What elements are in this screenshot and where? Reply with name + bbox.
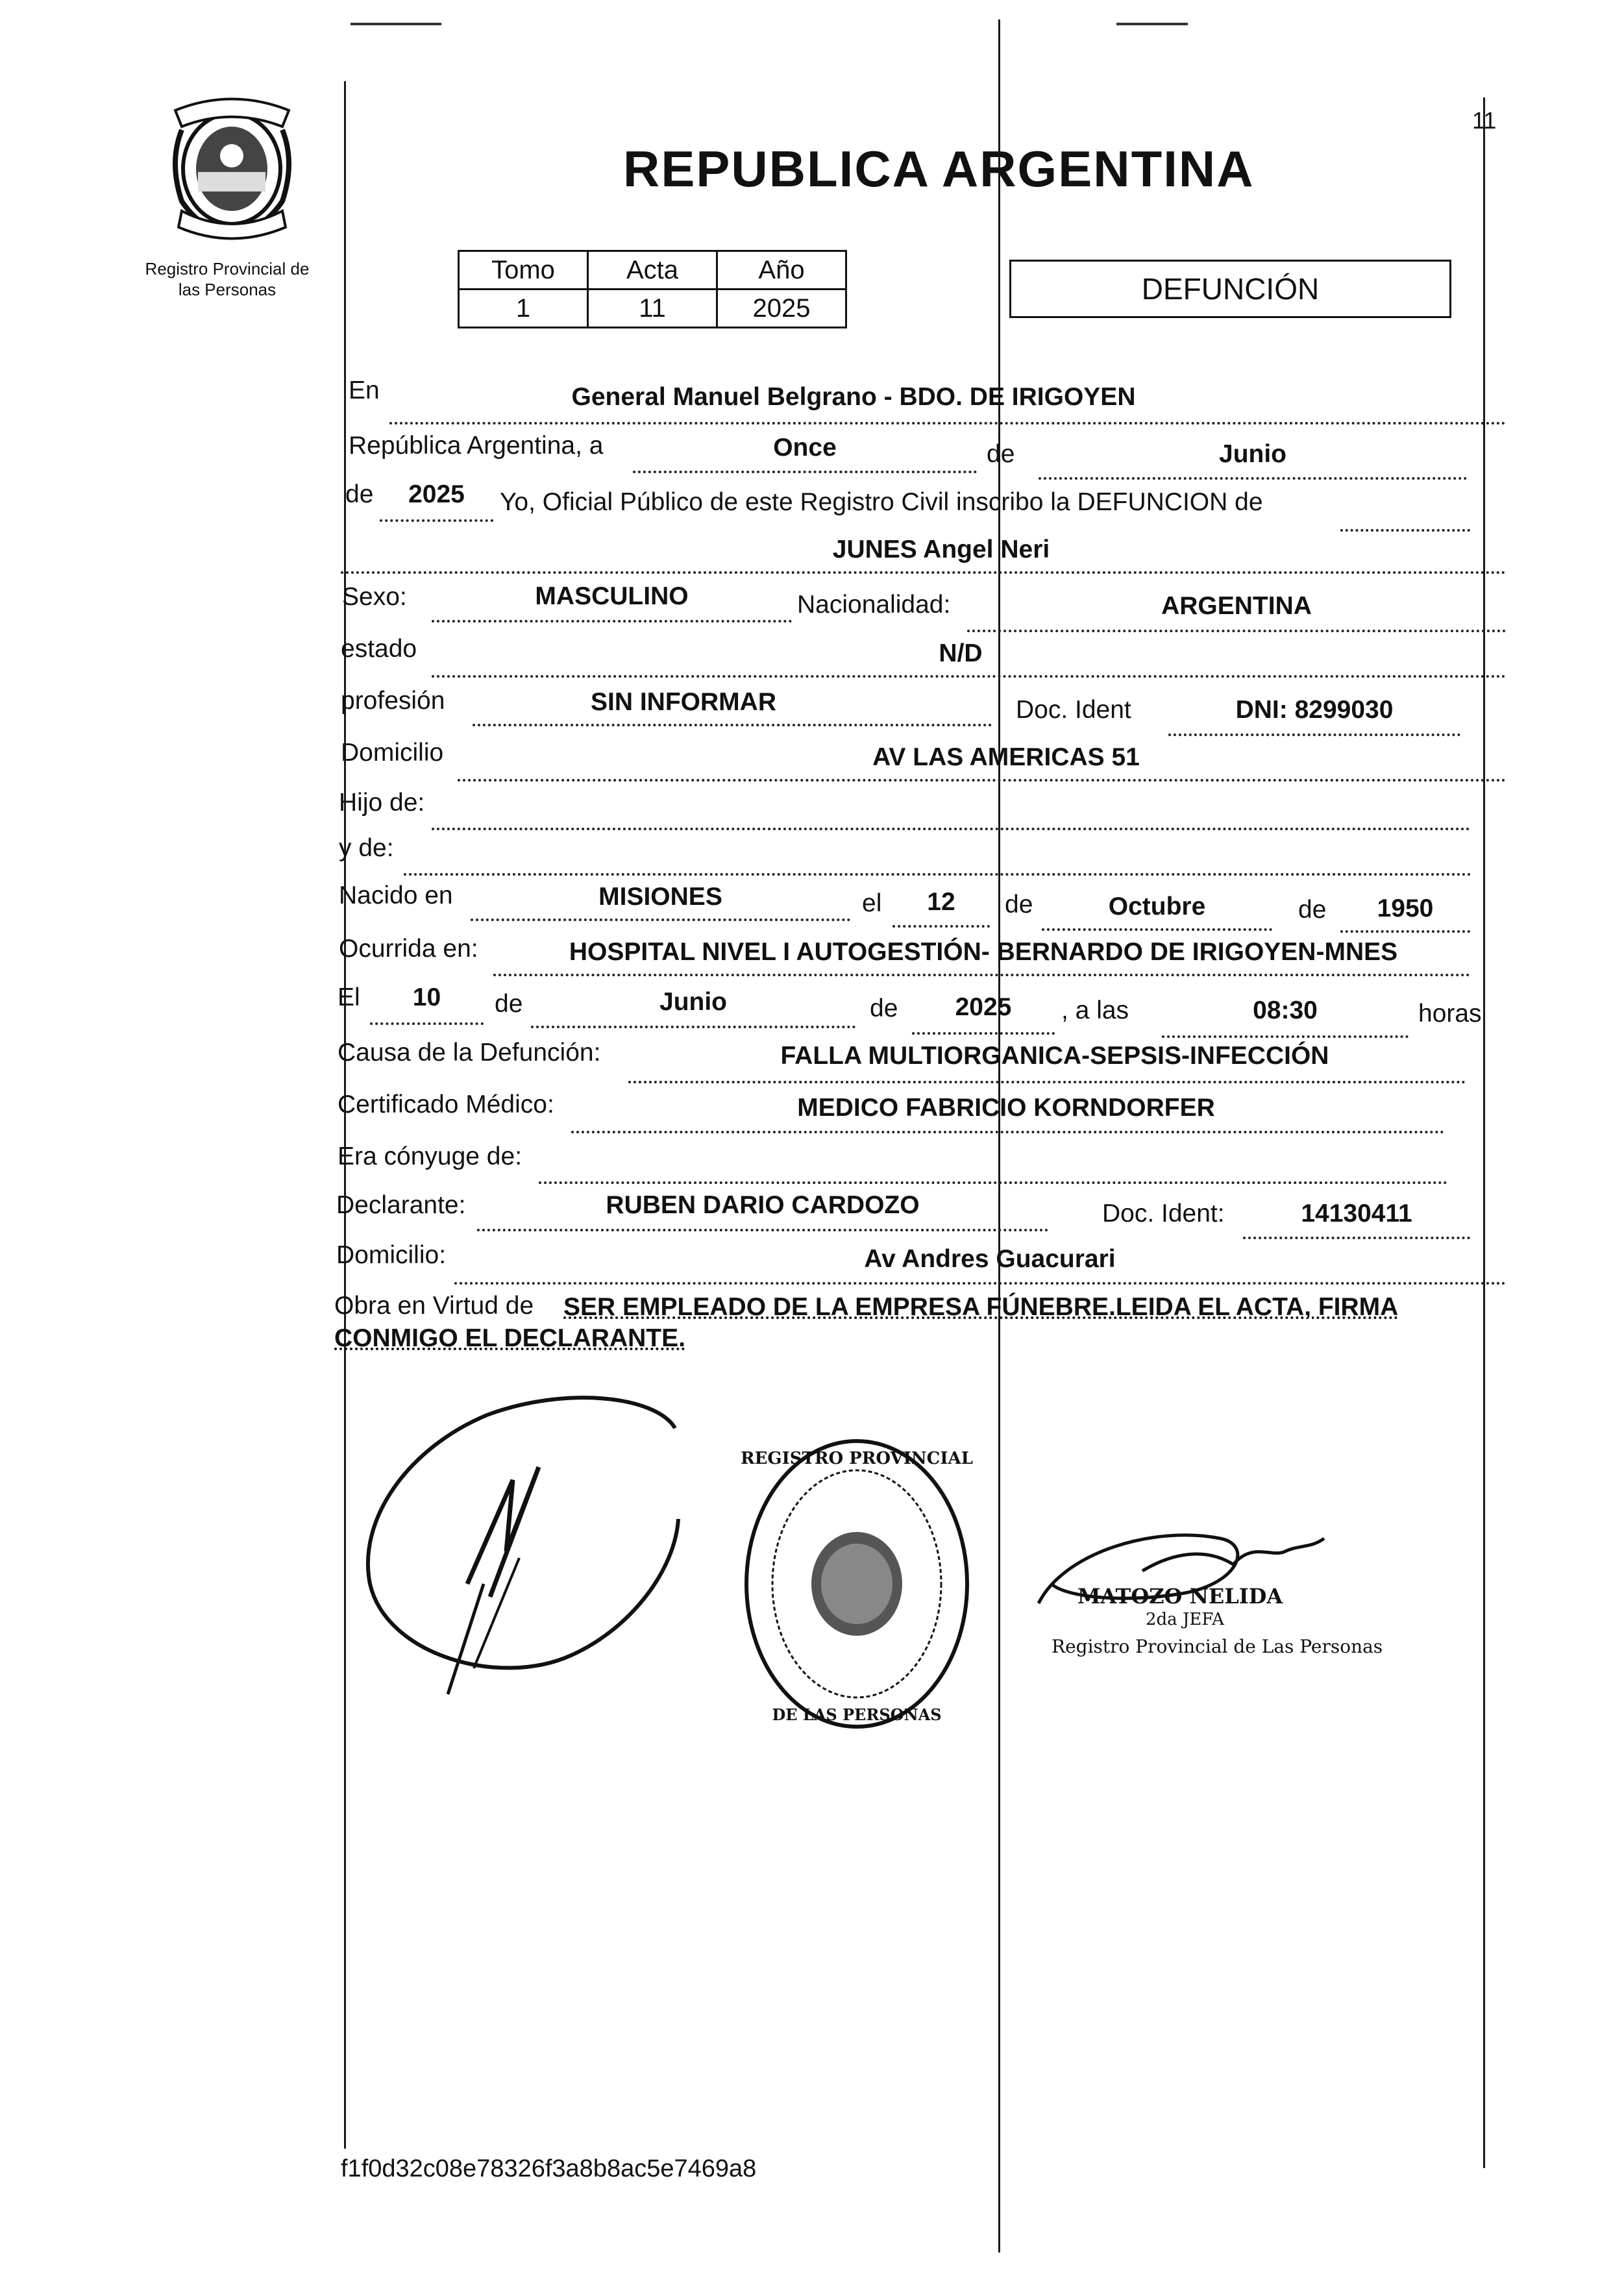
page-title: REPUBLICA ARGENTINA bbox=[623, 140, 1255, 197]
place-value: General Manuel Belgrano - BDO. DE IRIGOYEN bbox=[571, 383, 1136, 411]
ocurrida-label: Ocurrida en: bbox=[339, 935, 478, 963]
nacionalidad-line bbox=[967, 630, 1506, 632]
day-word-value: Once bbox=[773, 434, 837, 462]
certificado-label: Certificado Médico: bbox=[338, 1091, 554, 1118]
declarante-label: Declarante: bbox=[336, 1191, 466, 1219]
domicilio-value: AV LAS AMERICAS 51 bbox=[872, 743, 1140, 771]
registry-name bbox=[123, 258, 331, 300]
death-time-line bbox=[1162, 1035, 1409, 1038]
declarant-signature bbox=[351, 1389, 701, 1701]
death-year-line bbox=[912, 1032, 1055, 1035]
birth-year-value: 1950 bbox=[1377, 894, 1434, 922]
domicilio-label: Domicilio bbox=[341, 739, 444, 767]
de-label-5: de bbox=[495, 990, 523, 1018]
doc-ident-line bbox=[1168, 734, 1460, 736]
nacionalidad-value: ARGENTINA bbox=[1161, 592, 1312, 620]
de-label-4: de bbox=[1298, 896, 1327, 924]
de-label-6: de bbox=[870, 994, 898, 1022]
domicilio2-line bbox=[454, 1282, 1506, 1285]
de-label-2: de bbox=[345, 480, 374, 508]
fold-line bbox=[998, 19, 1000, 2252]
causa-line bbox=[628, 1081, 1466, 1083]
official-tail-line bbox=[1340, 529, 1470, 532]
deceased-name-line bbox=[341, 571, 1506, 574]
birth-month-value: Octubre bbox=[1108, 893, 1206, 920]
year-line bbox=[380, 519, 493, 522]
declarante-doc-value: 14130411 bbox=[1301, 1200, 1412, 1228]
estado-label: estado bbox=[341, 635, 417, 663]
day-word-line bbox=[633, 471, 977, 473]
obra-line1: SER EMPLEADO DE LA EMPRESA FÚNEBRE.LEIDA EL ACTA, FIRMA bbox=[563, 1293, 1399, 1321]
en-label: En bbox=[349, 376, 380, 404]
official-org: Registro Provincial de Las Personas bbox=[1052, 1636, 1383, 1657]
official-role: 2da JEFA bbox=[1146, 1610, 1224, 1629]
declarante-doc-label: Doc. Ident: bbox=[1102, 1200, 1225, 1228]
official-text: Yo, Oficial Público de este Registro Civil inscribo la DEFUNCION de bbox=[500, 488, 1263, 516]
acta-header: Acta bbox=[588, 251, 717, 290]
year-value: 2025 bbox=[408, 480, 465, 508]
declarante-value: RUBEN DARIO CARDOZO bbox=[606, 1191, 920, 1219]
y-de-label: y de: bbox=[339, 834, 394, 862]
anio-value: 2025 bbox=[717, 290, 846, 328]
registry-line1: Registro Provincial de bbox=[145, 259, 310, 278]
certificado-line bbox=[571, 1131, 1444, 1133]
domicilio2-value: Av Andres Guacurari bbox=[864, 1245, 1116, 1273]
nacido-line bbox=[471, 919, 850, 921]
doc-ident-value: DNI: 8299030 bbox=[1235, 696, 1394, 724]
y-de-line bbox=[404, 873, 1471, 876]
document-hash: f1f0d32c08e78326f3a8b8ac5e7469a8 bbox=[341, 2155, 757, 2182]
reference-table bbox=[458, 250, 847, 328]
document-type-box: DEFUNCIÓN bbox=[1009, 260, 1451, 318]
nacido-label: Nacido en bbox=[339, 882, 453, 909]
birth-year-line bbox=[1340, 930, 1470, 933]
death-time-value: 08:30 bbox=[1253, 996, 1318, 1024]
registry-line2: las Personas bbox=[178, 280, 277, 299]
hijo-de-line bbox=[432, 828, 1470, 830]
death-day-line bbox=[370, 1022, 484, 1025]
official-stamp bbox=[740, 1435, 974, 1733]
domicilio-line bbox=[458, 779, 1506, 782]
obra-label: Obra en Virtud de bbox=[334, 1292, 534, 1320]
tomo-header: Tomo bbox=[459, 251, 588, 290]
el-label-2: El bbox=[338, 983, 360, 1011]
declarante-doc-line bbox=[1243, 1237, 1470, 1239]
month-value: Junio bbox=[1219, 440, 1286, 468]
causa-value: FALLA MULTIORGANICA-SEPSIS-INFECCIÓN bbox=[780, 1042, 1329, 1070]
nacionalidad-label: Nacionalidad: bbox=[797, 591, 951, 619]
deceased-name: JUNES Angel Neri bbox=[832, 536, 1050, 563]
profesion-line bbox=[473, 724, 992, 726]
place-line bbox=[389, 422, 1506, 425]
ocurrida-value: HOSPITAL NIVEL I AUTOGESTIÓN- BERNARDO DE IRIGOYEN-MNES bbox=[569, 938, 1398, 966]
top-scan-mark-right bbox=[1116, 23, 1188, 25]
estado-value: N/D bbox=[939, 639, 983, 667]
horas-label: horas bbox=[1418, 1000, 1482, 1028]
nacido-value: MISIONES bbox=[598, 883, 722, 911]
doc-ident-label: Doc. Ident bbox=[1016, 696, 1131, 724]
birth-month-line bbox=[1042, 928, 1272, 931]
reference-value-row bbox=[459, 290, 846, 328]
death-month-line bbox=[531, 1026, 855, 1028]
profesion-label: profesión bbox=[341, 687, 445, 715]
anio-header: Año bbox=[717, 251, 846, 290]
sexo-line bbox=[432, 620, 792, 623]
tomo-value: 1 bbox=[459, 290, 588, 328]
death-month-value: Junio bbox=[659, 988, 727, 1016]
death-day-value: 10 bbox=[412, 983, 441, 1011]
right-margin-line bbox=[1483, 97, 1485, 2168]
el-label-1: el bbox=[862, 889, 882, 917]
domicilio2-label: Domicilio: bbox=[336, 1241, 447, 1269]
causa-label: Causa de la Defunción: bbox=[338, 1039, 601, 1067]
certificado-value: MEDICO FABRICIO KORNDORFER bbox=[797, 1094, 1215, 1122]
page-number: 11 bbox=[1472, 107, 1497, 134]
de-label-3: de bbox=[1005, 891, 1033, 919]
conyuge-line bbox=[539, 1181, 1447, 1184]
birth-day-line bbox=[892, 925, 990, 928]
hijo-de-label: Hijo de: bbox=[339, 789, 425, 817]
conyuge-label: Era cónyuge de: bbox=[338, 1142, 523, 1170]
birth-day-value: 12 bbox=[927, 888, 955, 916]
month-line bbox=[1039, 477, 1467, 480]
sexo-value: MASCULINO bbox=[535, 582, 689, 610]
ocurrida-line bbox=[493, 974, 1470, 976]
a-las-label: , a las bbox=[1061, 996, 1129, 1024]
republic-label: República Argentina, a bbox=[349, 432, 604, 460]
profesion-value: SIN INFORMAR bbox=[591, 688, 776, 716]
provincial-seal-logo bbox=[162, 91, 302, 240]
official-name: MATOZO NELIDA bbox=[1077, 1584, 1283, 1609]
svg-text:REGISTRO PROVINCIAL: REGISTRO PROVINCIAL bbox=[741, 1449, 973, 1468]
declarante-line bbox=[477, 1229, 1048, 1231]
obra-line2: CONMIGO EL DECLARANTE. bbox=[334, 1324, 685, 1352]
svg-text:DE LAS PERSONAS: DE LAS PERSONAS bbox=[772, 1705, 942, 1724]
reference-header-row bbox=[459, 251, 846, 290]
top-scan-mark-left bbox=[351, 23, 441, 25]
estado-line bbox=[432, 675, 1506, 678]
acta-value: 11 bbox=[588, 290, 717, 328]
death-year-value: 2025 bbox=[955, 993, 1012, 1021]
de-label-1: de bbox=[987, 440, 1015, 468]
sexo-label: Sexo: bbox=[342, 583, 407, 611]
